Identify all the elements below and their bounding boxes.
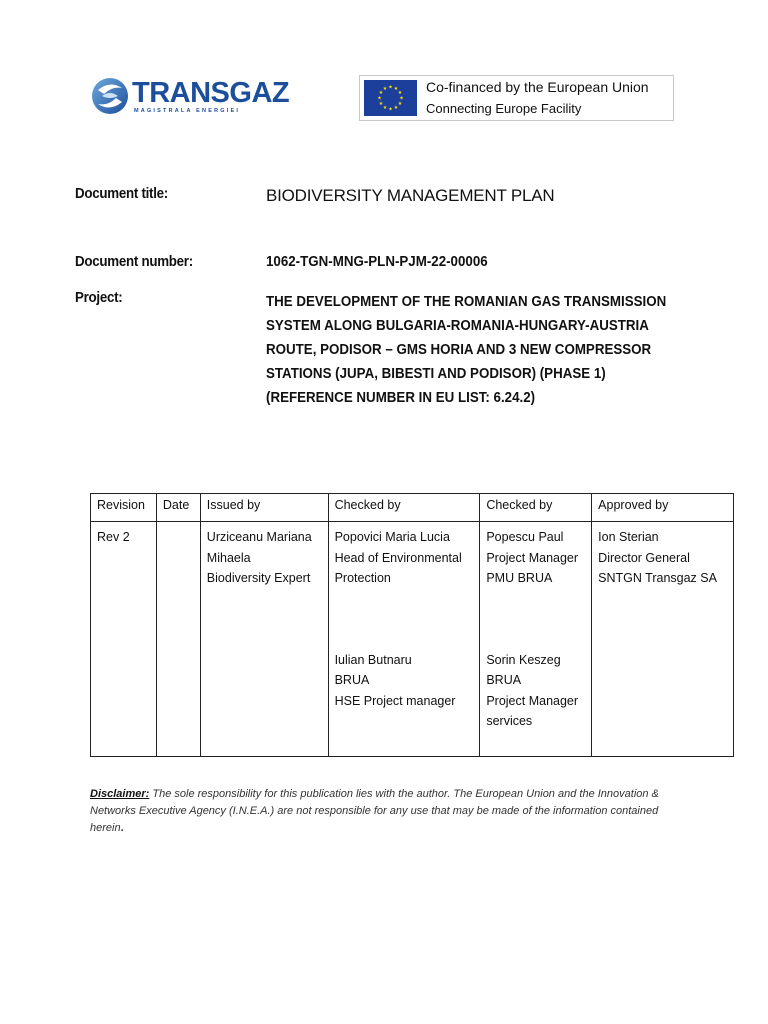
project-label: Project: <box>75 290 123 306</box>
project-line: SYSTEM ALONG BULGARIA-ROMANIA-HUNGARY-AUSTRIA <box>266 318 649 334</box>
checked-by-line: Protection <box>334 571 391 585</box>
project-description <box>266 290 736 410</box>
checked-by-line: BRUA <box>486 673 522 687</box>
approved-by-line: SNTGN Transgaz SA <box>598 571 717 585</box>
header-date: Date <box>156 494 200 522</box>
disclaimer-label: Disclaimer <box>90 788 146 800</box>
document-number-value: 1062-TGN-MNG-PLN-PJM-22-00006 <box>266 254 488 270</box>
document-number-label: Document number: <box>75 254 193 270</box>
eu-star-icon: ★ <box>397 90 403 97</box>
checked-by-line: HSE Project manager <box>334 693 456 708</box>
eu-star-icon: ★ <box>397 101 403 108</box>
checked-by-line: Sorin Keszeg <box>486 652 561 667</box>
eu-star-icon: ★ <box>388 106 393 113</box>
eu-star-icon: ★ <box>382 105 388 112</box>
header-checked-by: Checked by <box>480 494 592 522</box>
eu-flag-icon <box>364 80 417 116</box>
transgaz-tagline: MAGISTRALA ENERGIEI <box>134 108 241 114</box>
issued-by-line: Urziceanu Mariana <box>206 530 312 544</box>
eu-star-icon: ★ <box>378 90 384 97</box>
eu-star-icon: ★ <box>388 84 393 91</box>
table-header-row <box>91 494 734 522</box>
header-approved-by: Approved by <box>592 494 734 522</box>
checked-by-line: Iulian Butnaru <box>334 652 412 667</box>
transgaz-emblem-icon <box>90 74 130 118</box>
eu-star-icon: ★ <box>378 101 384 108</box>
disclaimer-text: herein <box>90 822 121 834</box>
project-line: STATIONS (JUPA, BIBESTI AND PODISOR) (PHASE 1) <box>266 366 606 382</box>
cell-revision: Rev 2 <box>91 522 157 757</box>
cell-checked-by-1 <box>328 522 480 757</box>
eu-star-icon: ★ <box>399 95 404 102</box>
checked-by-line: PMU BRUA <box>486 571 553 585</box>
eu-cofinanced-text: Co-financed by the European Union <box>426 79 649 95</box>
transgaz-logo <box>90 74 290 122</box>
checked-by-line: BRUA <box>334 673 370 687</box>
revision-table <box>90 493 734 757</box>
eu-star-icon: ★ <box>382 86 388 93</box>
approved-by-line: Ion Sterian <box>598 530 659 544</box>
checked-by-line: Project Manager <box>486 550 579 565</box>
header-revision: Revision <box>91 494 157 522</box>
checked-by-line: Popescu Paul <box>486 530 564 544</box>
eu-star-icon: ★ <box>377 95 382 102</box>
project-line: THE DEVELOPMENT OF THE ROMANIAN GAS TRANSMISSION <box>266 294 667 310</box>
issued-by-line: Mihaela <box>206 550 251 565</box>
project-line: ROUTE, PODISOR – GMS HORIA AND 3 NEW COMPRESSOR <box>266 342 652 358</box>
eu-star-icon: ★ <box>393 105 399 112</box>
eu-star-icon: ★ <box>393 86 399 93</box>
header-issued-by: Issued by <box>200 494 328 522</box>
transgaz-wordmark: TRANSGAZ <box>132 77 290 109</box>
approved-by-line: Director General <box>598 550 690 565</box>
checked-by-line: Popovici Maria Lucia <box>334 530 450 544</box>
table-row <box>91 522 734 757</box>
header-checked-by: Checked by <box>328 494 480 522</box>
eu-facility-text: Connecting Europe Facility <box>426 101 582 116</box>
checked-by-line: services <box>486 714 533 728</box>
issued-by-line: Biodiversity Expert <box>206 571 311 585</box>
cell-date <box>156 522 200 757</box>
disclaimer: Disclaimer: The sole responsibility for this publication lies with the author. The European Union and the Innovation & Networks Executive Agency (I.N.E.A.) are not responsible for any use that may be made of the information contained herein. <box>90 786 710 837</box>
cell-checked-by-2 <box>480 522 592 757</box>
checked-by-line: Project Manager <box>486 693 579 708</box>
project-line: (REFERENCE NUMBER IN EU LIST: 6.24.2) <box>266 390 536 406</box>
checked-by-line: Head of Environmental <box>334 550 462 565</box>
document-title-value: BIODIVERSITY MANAGEMENT PLAN <box>266 186 555 205</box>
document-title-label: Document title: <box>75 186 168 202</box>
disclaimer-text: Networks Executive Agency (I.N.E.A.) are not responsible for any use that may be made of the information contained <box>90 805 659 817</box>
disclaimer-text: The sole responsibility for this publication lies with the author. The European Union and the Innovation & <box>152 788 659 800</box>
eu-cofinance-banner <box>359 75 674 121</box>
cell-approved-by <box>592 522 734 757</box>
cell-issued-by <box>200 522 328 757</box>
